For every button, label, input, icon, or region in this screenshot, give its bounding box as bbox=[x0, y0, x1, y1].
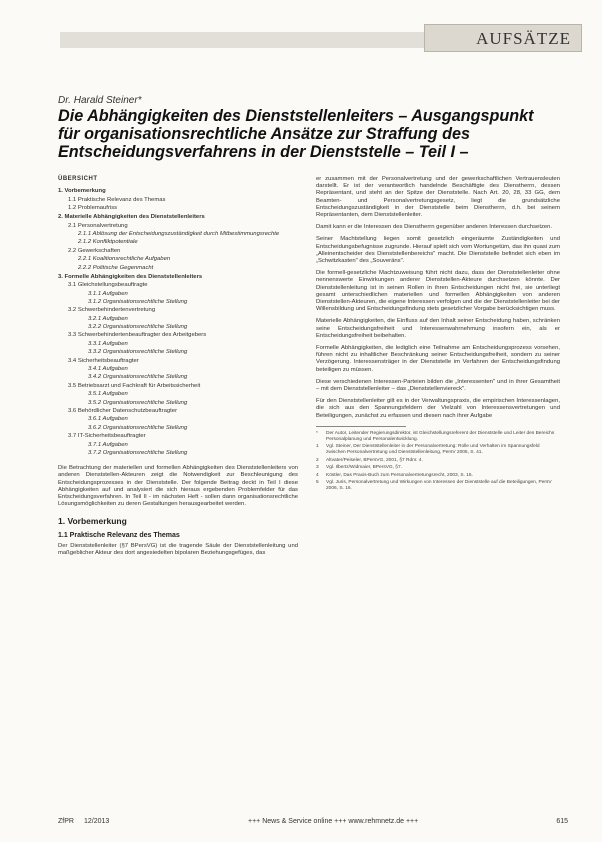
toc-item: 2.2.1 Koalitionsrechtliche Aufgaben bbox=[78, 256, 171, 263]
toc-item: 2. Materielle Abhängigkeiten des Dienststellenleiters bbox=[58, 214, 205, 221]
footnote-number: 1 bbox=[316, 444, 319, 450]
toc-item: 2.2.2 Politische Gegenmacht bbox=[78, 264, 154, 271]
body-paragraph: Für den Dienststellenleiter gilt es in der Verwaltungspraxis, die empirischen Interessenlagen, die sich aus den Spannungsfeldern der Vielzahl von Interessensvertretungen und Beteiligungen, zunächst zu erfassen und diesen nach ihrer Aufgabe bbox=[316, 398, 560, 419]
toc-item: 2.1 Personalvertretung bbox=[68, 222, 128, 229]
footnote bbox=[316, 480, 560, 492]
toc-item: 1. Vorbemerkung bbox=[58, 188, 106, 195]
footer-journal: ZfPR bbox=[58, 818, 74, 825]
footnote bbox=[316, 473, 560, 479]
footer-issue: 12/2013 bbox=[84, 818, 110, 825]
section-1-1-heading: 1.1 Praktische Relevanz des Themas bbox=[58, 531, 180, 539]
toc-heading: ÜBERSICHT bbox=[58, 176, 98, 182]
table-of-contents bbox=[58, 188, 298, 457]
body-paragraph: Formelle Abhängigkeiten, die lediglich eine Teilnahme am Entscheidungsprozess vorsehen, führen nicht zu inhaltlicher Beschränkung seiner Entscheidungsfreiheit, sondern zu seiner Verzögerung. Interessensträger in der Dienststelle im Verfahren der Entscheidungsfindung beteiligen zu müssen. bbox=[316, 345, 560, 373]
toc-item: 3.7.1 Aufgaben bbox=[88, 441, 128, 448]
footnote-number: 3 bbox=[316, 465, 319, 471]
toc-item: 2.2 Gewerkschaften bbox=[68, 247, 121, 254]
toc-item: 3.6.2 Organisationsrechtliche Stellung bbox=[88, 424, 188, 431]
footnote-number: 4 bbox=[316, 472, 319, 478]
right-column bbox=[316, 176, 560, 494]
toc-item: 3.3.2 Organisationsrechtliche Stellung bbox=[88, 349, 188, 356]
toc-item: 3.2 Schwerbehindertenvertretung bbox=[68, 307, 156, 314]
toc-item: 3.1.2 Organisationsrechtliche Stellung bbox=[88, 298, 188, 305]
intro-paragraph: Die Betrachtung der materiellen und formellen Abhängigkeiten des Dienststellenleiters von anderen Dienststellen-Akteuren zeigt die Notwendigkeit zur Beschleunigung des Entscheidungsprozesses in der Dienststelle. Der folgende Beitrag deckt in Teil I diese Abhängigkeiten auf und analysiert die sich hieraus ergebenden Problemfelder für das Entscheidungsverfahren. In Teil II - im nächsten Heft - sollen dann organisationsrechtliche Lösungsmöglichkeiten zu deren Gestaltungen herausgearbeitet werden. bbox=[58, 465, 298, 508]
footnote-text: Köstler, Das Praxis-Buch zum Personalvertretungsrecht, 2003, S. 15. bbox=[326, 472, 473, 478]
left-column bbox=[58, 176, 298, 562]
toc-item: 1.1 Praktische Relevanz des Themas bbox=[68, 196, 166, 203]
toc-item: 3.7 IT-Sicherheitsbeauftragter bbox=[68, 433, 146, 440]
toc-item: 3.1 Gleichstellungsbeauftragte bbox=[68, 282, 148, 289]
footnote-text: Altvater/Peiseler, BPersVG, 2001, §7 Rdnr. 4. bbox=[326, 457, 423, 463]
toc-item: 3.5 Betriebsarzt und Fachkraft für Arbeitssicherheit bbox=[68, 382, 201, 389]
section-tab bbox=[424, 24, 582, 52]
footnote-rule bbox=[316, 426, 406, 427]
body-paragraph: Damit kann er die Interessen des Dienstherrn gegenüber anderen Interessen durchsetzen. bbox=[316, 224, 553, 231]
toc-item: 3. Formelle Abhängigkeiten des Dienststellenleiters bbox=[58, 273, 203, 280]
toc-item: 3.7.2 Organisationsrechtliche Stellung bbox=[88, 449, 188, 456]
article-title: Die Abhängigkeiten des Dienststellenleiters – Ausgangspunkt für organisationsrechtliche Ansätze zur Straffung des Entscheidungsverfahrens in der Dienststelle – Teil I – bbox=[58, 107, 534, 161]
section-1-1-text: Der Dienststellenleiter (§7 BPersVG) ist die tragende Säule der Dienststellenleitung und maßgeblicher Akteur des dort angesiedelten bipolaren Beziehungsgefüges, das bbox=[58, 542, 298, 556]
toc-item: 2.1.1 Ablösung der Entscheidungszuständigkeit durch Mitbestimmungsrechte bbox=[78, 230, 280, 237]
footnote-number: * bbox=[316, 430, 318, 436]
section-1-heading: 1. Vorbemerkung bbox=[58, 516, 127, 527]
section-label: AUFSÄTZE bbox=[476, 29, 571, 48]
toc-item: 2.1.2 Konfliktpotentiale bbox=[78, 239, 138, 246]
author: Dr. Harald Steiner* bbox=[58, 95, 142, 106]
toc-item: 3.4 Sicherheitsbeauftragter bbox=[68, 357, 139, 364]
footnotes bbox=[316, 431, 560, 493]
toc-item: 3.6 Behördlicher Datenschutzbeauftragter bbox=[68, 407, 178, 414]
footnote-number: 2 bbox=[316, 457, 319, 463]
toc-item: 3.4.2 Organisationsrechtliche Stellung bbox=[88, 374, 188, 381]
footnote bbox=[316, 465, 560, 471]
toc-item: 3.5.1 Aufgaben bbox=[88, 391, 128, 398]
toc-item: 3.6.1 Aufgaben bbox=[88, 416, 128, 423]
footnote bbox=[316, 431, 560, 443]
toc-item: 3.3.1 Aufgaben bbox=[88, 340, 128, 347]
toc-item: 3.4.1 Aufgaben bbox=[88, 366, 128, 373]
footer-service-link[interactable]: +++ News & Service online +++ www.rehmnetz.de +++ bbox=[248, 818, 419, 825]
toc-item: 1.2 Problemaufriss bbox=[68, 204, 118, 211]
footnote-text: Der Autor, Leitender Regierungsdirektor, ist Gleichstellungsreferent der Dienststelle und Leiter des Bereichs Personalplanung und Personalentwicklung. bbox=[326, 430, 555, 442]
toc-item: 3.2.1 Aufgaben bbox=[88, 315, 128, 322]
footnote bbox=[316, 444, 560, 456]
toc-item: 3.5.2 Organisationsrechtliche Stellung bbox=[88, 399, 188, 406]
footnote-number: 5 bbox=[316, 480, 319, 486]
body-paragraph: er zusammen mit der Personalvertretung und der gewerkschaftlichen Vertrauensleuten darstellt. Er ist der verantwortlich handelnde Beschäftigte des Dienstherrn, dessen Repräsentant, und steht an der Spitze der Dienststelle. Nach Art. 20, 28, 33 GG, dem Beamten- und Personalvertretungsgesetz, liegt die grundsätzliche Entscheidungszuständigkeit in der Dienststelle beim Dienstherrn, d.h. bei seinem Repräsentanten, dem Dienststellenleiter. bbox=[316, 176, 560, 219]
footnote-text: Vgl. Ilbertz/Widmaier, BPersVG, §7. bbox=[326, 465, 402, 471]
right-paragraphs bbox=[316, 176, 560, 420]
body-paragraph: Diese verschiedenen Interessen-Parteien bilden die „Interessenten" und in ihrer Gesamtheit – mit dem Dienststellenleiter – das „Dienststellenviereck". bbox=[316, 378, 560, 393]
toc-item: 3.1.1 Aufgaben bbox=[88, 290, 128, 297]
footnote-text: Vgl. Steiner, Der Dienststellenleiter in der Personalvertretung: Rolle und Verhalten im Spannungsfeld zwischen Personalvertretung und Dienststellenleitung, PersV 2005, S. 41. bbox=[326, 444, 540, 456]
footnote-text: Vgl. Juris, Personalvertretung und Wirkungen von Interessen der Dienststelle auf die Beteiligungen, PersV 2006, S. 16. bbox=[326, 480, 552, 492]
footnote bbox=[316, 458, 560, 464]
body-paragraph: Seiner Machtstellung liegen somit gesetzlich eingeräumte Zuständigkeiten und Entscheidungsbefugnisse zugrunde. Hierauf spielt sich vom Wortungetüm, das ihn quasi zum „Alleinentscheider des Dienststellenbereichs" macht. Die Dienststelle befindet sich eben im „Schwitzkasten" des „Souveräns". bbox=[316, 236, 560, 265]
body-paragraph: Die formell-gesetzliche Machtzuweisung führt nicht dazu, dass der Dienststellenleiter ohne nennenswerte Einwirkungen anderer Dienststellen-Akteure durchsetzen könnte. Der Dienststellenleitung ist in seinen Rollen in ihren Entscheidungen nicht frei, sie unterliegt gesamt unterschiedlichen materiellen und formellen Abhängigkeiten von anderen Dienststellen-Akteuren, die eigene Interessen verfolgen und die der Dienststellenleiter bei der Willensbildung und Entscheidungsfindung stets gesetzlicher Vorgabe berücksichtigen muss. bbox=[316, 270, 560, 313]
toc-item: 3.3 Schwerbehindertenbeauftragter des Arbeitgebers bbox=[68, 332, 207, 339]
toc-item: 3.2.2 Organisationsrechtliche Stellung bbox=[88, 324, 188, 331]
page-number: 615 bbox=[556, 818, 568, 825]
body-paragraph: Materielle Abhängigkeiten, die Einfluss auf den Inhalt seiner Entscheidung haben, schränken seine Entscheidungsfreiheit und Interessenwahrnehmung insofern ein, als er Entscheidungsfreiheit beibehalten. bbox=[316, 318, 560, 339]
